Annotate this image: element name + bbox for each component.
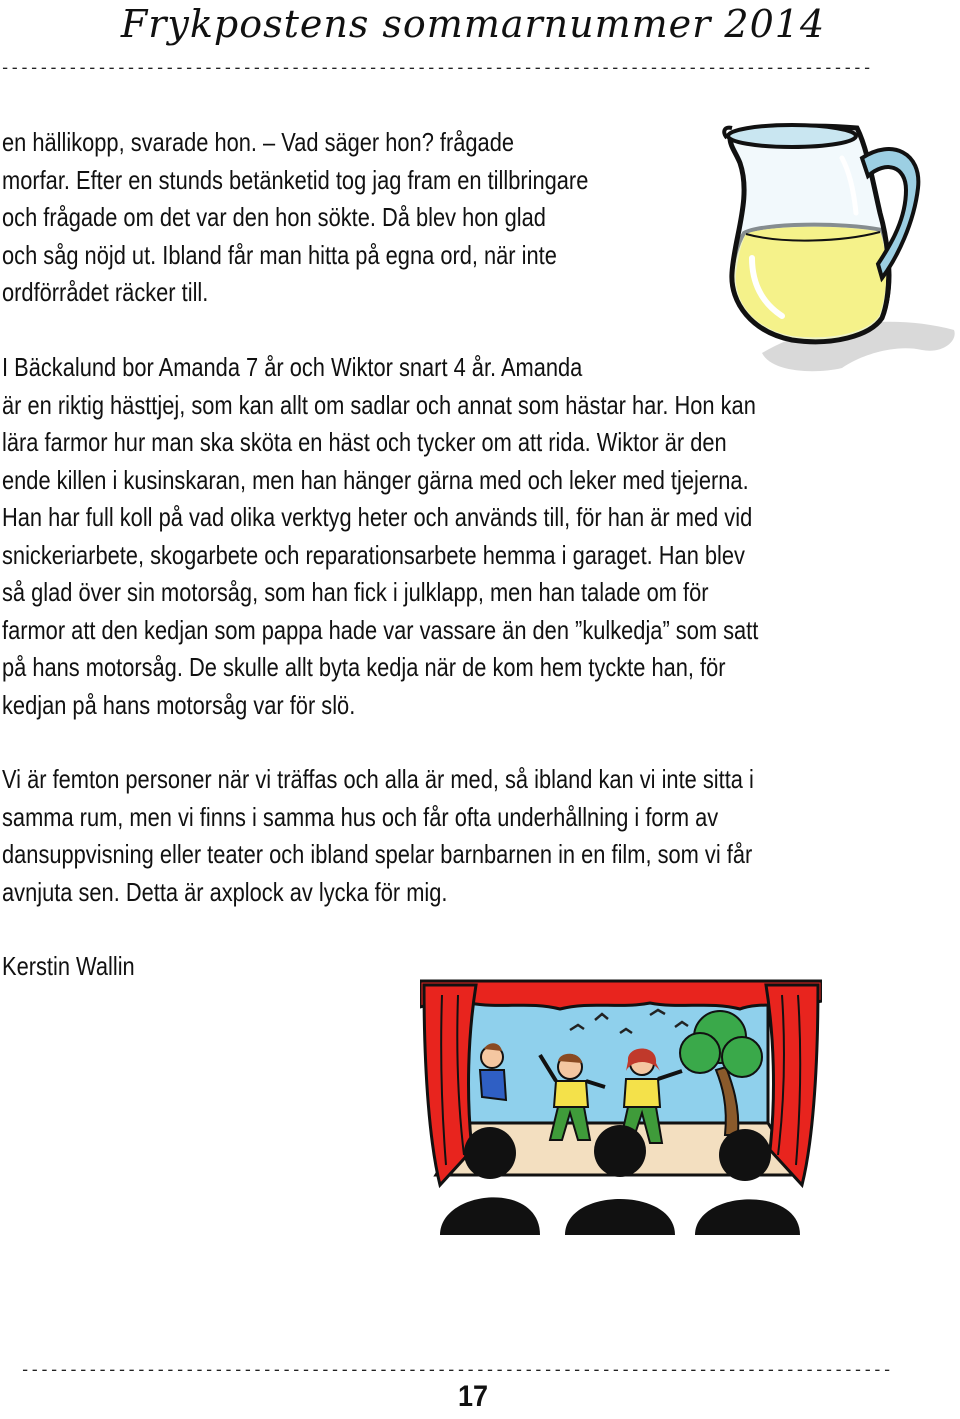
text-line: är en riktig hästtjej, som kan allt om sadlar och annat som hästar har. Hon kan [2, 389, 756, 420]
text-line: avnjuta sen. Detta är axplock av lycka för mig. [2, 876, 448, 907]
page-number: 17 [457, 1380, 489, 1413]
text-line: samma rum, men vi finns i samma hus och får ofta underhållning i form av [2, 801, 719, 832]
text-line: och såg nöjd ut. Ibland får man hitta på egna ord, när inte [2, 239, 557, 270]
text-line: snickeriarbete, skogarbete och reparationsarbete hemma i garaget. Han blev [2, 539, 745, 570]
text-line: ende killen i kusinskaran, men han hänger gärna med och leker med tjejerna. [2, 464, 749, 495]
text-line: I Bäckalund bor Amanda 7 år och Wiktor snart 4 år. Amanda [2, 352, 583, 382]
theater-stage-illustration [420, 975, 822, 1235]
paragraph-3 [2, 761, 754, 911]
text-line: dansuppvisning eller teater och ibland spelar barnbarnen in en film, som vi får [2, 839, 753, 869]
text-line: farmor att den kedjan som pappa hade var vassare än den ”kulkedja” som satt [2, 614, 759, 645]
text-line: på hans motorsåg. De skulle allt byta kedja när de kom hem tyckte han, för [2, 652, 726, 682]
lemonade-pitcher-illustration [722, 118, 960, 378]
paragraph-2 [2, 349, 758, 724]
text-line: Han har full koll på vad olika verktyg heter och används till, för han är med vid [2, 502, 753, 532]
header-divider: ------------------------------------------------------------------------------------------ [0, 58, 872, 78]
text-line: en hällikopp, svarade hon. – Vad säger hon? frågade [2, 127, 514, 157]
paragraph-1 [2, 124, 588, 312]
page-header-title: Frykpostens sommarnummer 2014 [120, 2, 826, 46]
text-line: Vi är femton personer när vi träffas och alla är med, så ibland kan vi inte sitta i [2, 764, 754, 794]
footer-divider: ------------------------------------------------------------------------------------------ [20, 1360, 892, 1380]
text-line: och frågade om det var den hon sökte. Då blev hon glad [2, 202, 546, 232]
text-line: kedjan på hans motorsåg var för slö. [2, 689, 356, 720]
text-line: morfar. Efter en stunds betänketid tog jag fram en tillbringare [2, 164, 589, 195]
text-line: ordförrådet räcker till. [2, 277, 209, 307]
author-signature: Kerstin Wallin [2, 951, 135, 981]
text-line: lära farmor hur man ska sköta en häst och tycker om att rida. Wiktor är den [2, 427, 727, 457]
text-line: så glad över sin motorsåg, som han fick i julklapp, men han talade om för [2, 577, 709, 607]
